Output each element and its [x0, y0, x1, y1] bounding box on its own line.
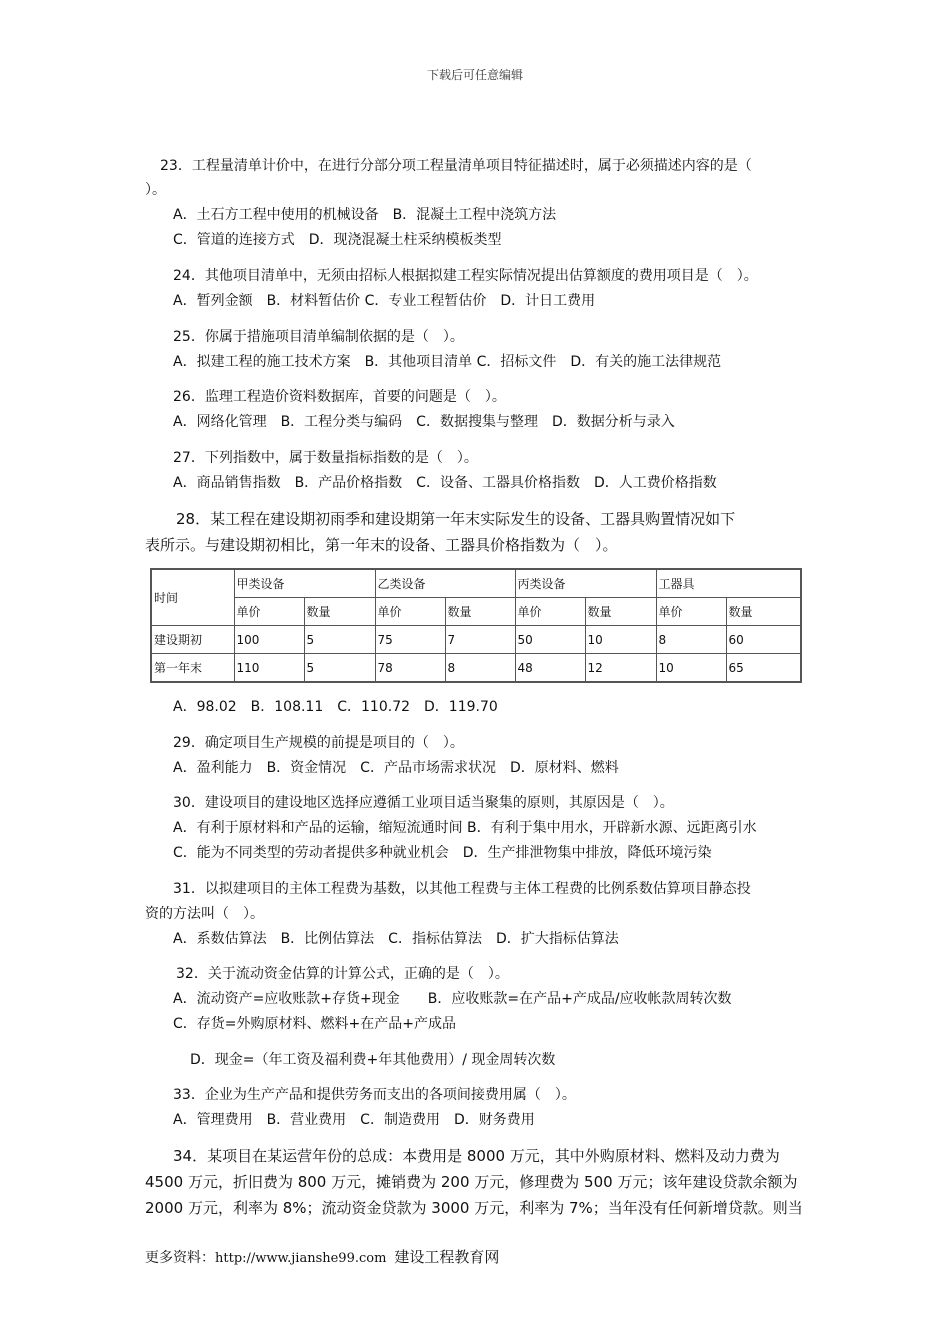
table-cell: 50 [515, 626, 585, 654]
group-header: 丙类设备 [515, 569, 656, 598]
quantity-header: 数量 [304, 598, 375, 626]
q30-options-1: A．有利于原材料和产品的运输，缩短流通时间 B．有利于集中用水，开辟新水源、远距离引水 [173, 820, 757, 836]
table-subheader-row [151, 598, 801, 626]
page-header: 下载后可任意编辑 [426, 68, 523, 82]
unit-price-header: 单价 [375, 598, 445, 626]
footer-prefix: 更多资料： [145, 1250, 215, 1266]
group-header: 甲类设备 [234, 569, 375, 598]
table-row [151, 654, 801, 683]
q33-options: A．管理费用 B．营业费用 C．制造费用 D．财务费用 [173, 1112, 535, 1128]
table-cell: 5 [304, 654, 375, 683]
row-label: 第一年末 [151, 654, 234, 683]
footer-site-name: 建设工程教育网 [394, 1248, 500, 1266]
q29-options: A．盈利能力 B．资金情况 C．产品市场需求状况 D．原材料、燃料 [173, 760, 619, 776]
q27-options: A．商品销售指数 B．产品价格指数 C．设备、工器具价格指数 D．人工费价格指数 [173, 475, 717, 491]
q26-options: A．网络化管理 B．工程分类与编码 C．数据搜集与整理 D．数据分析与录入 [173, 414, 675, 430]
table-cell: 8 [445, 654, 515, 683]
q27-stem: 27．下列指数中，属于数量指标指数的是（ ）。 [173, 450, 478, 466]
q25-options: A．拟建工程的施工技术方案 B．其他项目清单 C．招标文件 D．有关的施工法律规范 [173, 354, 722, 370]
q28-price-table [150, 568, 802, 683]
q29-stem: 29．确定项目生产规模的前提是项目的（ ）。 [173, 735, 464, 751]
footer-link[interactable]: http://www.jianshe99.com [215, 1251, 387, 1266]
q34-stem-3: 2000 万元，利率为 8%；流动资金贷款为 3000 万元，利率为 7%；当年没有任何新增贷款。则当 [145, 1199, 803, 1217]
q31-stem-cont: 资的方法叫（ ）。 [145, 906, 264, 922]
table-header-row [151, 569, 801, 598]
q31-options: A．系数估算法 B．比例估算法 C．指标估算法 D．扩大指标估算法 [173, 931, 619, 947]
q24-options: A．暂列金额 B．材料暂估价 C．专业工程暂估价 D．计日工费用 [173, 293, 596, 309]
time-header: 时间 [151, 569, 234, 626]
table-cell: 10 [585, 626, 656, 654]
q32-option-c: C．存货=外购原材料、燃料+在产品+产成品 [173, 1016, 456, 1032]
q31-stem: 31．以拟建项目的主体工程费为基数，以其他工程费与主体工程费的比例系数估算项目静态投 [173, 881, 751, 897]
table-cell: 10 [656, 654, 726, 683]
q28-stem: 28．某工程在建设期初雨季和建设期第一年末实际发生的设备、工器具购置情况如下 [176, 510, 736, 528]
unit-price-header: 单价 [234, 598, 304, 626]
unit-price-header: 单价 [515, 598, 585, 626]
q23-stem-cont: ）。 [145, 182, 166, 198]
q34-stem-2: 4500 万元，折旧费为 800 万元，摊销费为 200 万元，修理费为 500 万元；该年建设贷款余额为 [145, 1173, 798, 1191]
group-header: 工器具 [656, 569, 801, 598]
table-cell: 8 [656, 626, 726, 654]
q32-stem: 32．关于流动资金估算的计算公式，正确的是（ ）。 [176, 966, 509, 982]
table-cell: 7 [445, 626, 515, 654]
q33-stem: 33．企业为生产产品和提供劳务而支出的各项间接费用属（ ）。 [173, 1087, 576, 1103]
q30-stem: 30．建设项目的建设地区选择应遵循工业项目适当聚集的原则，其原因是（ ）。 [173, 795, 674, 811]
table-cell: 100 [234, 626, 304, 654]
q25-stem: 25．你属于措施项目清单编制依据的是（ ）。 [173, 329, 464, 345]
quantity-header: 数量 [585, 598, 656, 626]
table-cell: 65 [726, 654, 801, 683]
table-cell: 48 [515, 654, 585, 683]
table-cell: 12 [585, 654, 656, 683]
row-label: 建设期初 [151, 626, 234, 654]
table-cell: 110 [234, 654, 304, 683]
q26-stem: 26．监理工程造价资料数据库，首要的问题是（ ）。 [173, 389, 506, 405]
quantity-header: 数量 [445, 598, 515, 626]
q32-option-d: D．现金=（年工资及福利费+年其他费用）/ 现金周转次数 [190, 1052, 556, 1068]
q24-stem: 24．其他项目清单中，无须由招标人根据拟建工程实际情况提出估算额度的费用项目是（ ）。 [173, 268, 758, 284]
table-cell: 78 [375, 654, 445, 683]
group-header: 乙类设备 [375, 569, 515, 598]
page-footer [145, 1246, 499, 1267]
q28-options: A．98.02 B．108.11 C．110.72 D．119.70 [173, 699, 498, 715]
q32-options-ab: A．流动资产=应收账款+存货+现金 B．应收账款=在产品+产成品/应收帐款周转次数 [173, 991, 732, 1007]
quantity-header: 数量 [726, 598, 801, 626]
q34-stem-1: 34．某项目在某运营年份的总成：本费用是 8000 万元，其中外购原材料、燃料及动力费为 [173, 1147, 780, 1165]
q23-options-2: C．管道的连接方式 D．现浇混凝土柱采纳模板类型 [173, 232, 502, 248]
unit-price-header: 单价 [656, 598, 726, 626]
q23-options-1: A．土石方工程中使用的机械设备 B．混凝土工程中浇筑方法 [173, 207, 557, 223]
q23-stem: 23．工程量清单计价中，在进行分部分项工程量清单项目特征描述时，属于必须描述内容的是（ [160, 158, 752, 174]
table-cell: 5 [304, 626, 375, 654]
q28-stem-cont: 表所示。与建设期初相比，第一年末的设备、工器具价格指数为（ ）。 [145, 536, 618, 554]
table-cell: 60 [726, 626, 801, 654]
table-row [151, 626, 801, 654]
q30-options-2: C．能为不同类型的劳动者提供多种就业机会 D．生产排泄物集中排放，降低环境污染 [173, 845, 712, 861]
table-cell: 75 [375, 626, 445, 654]
